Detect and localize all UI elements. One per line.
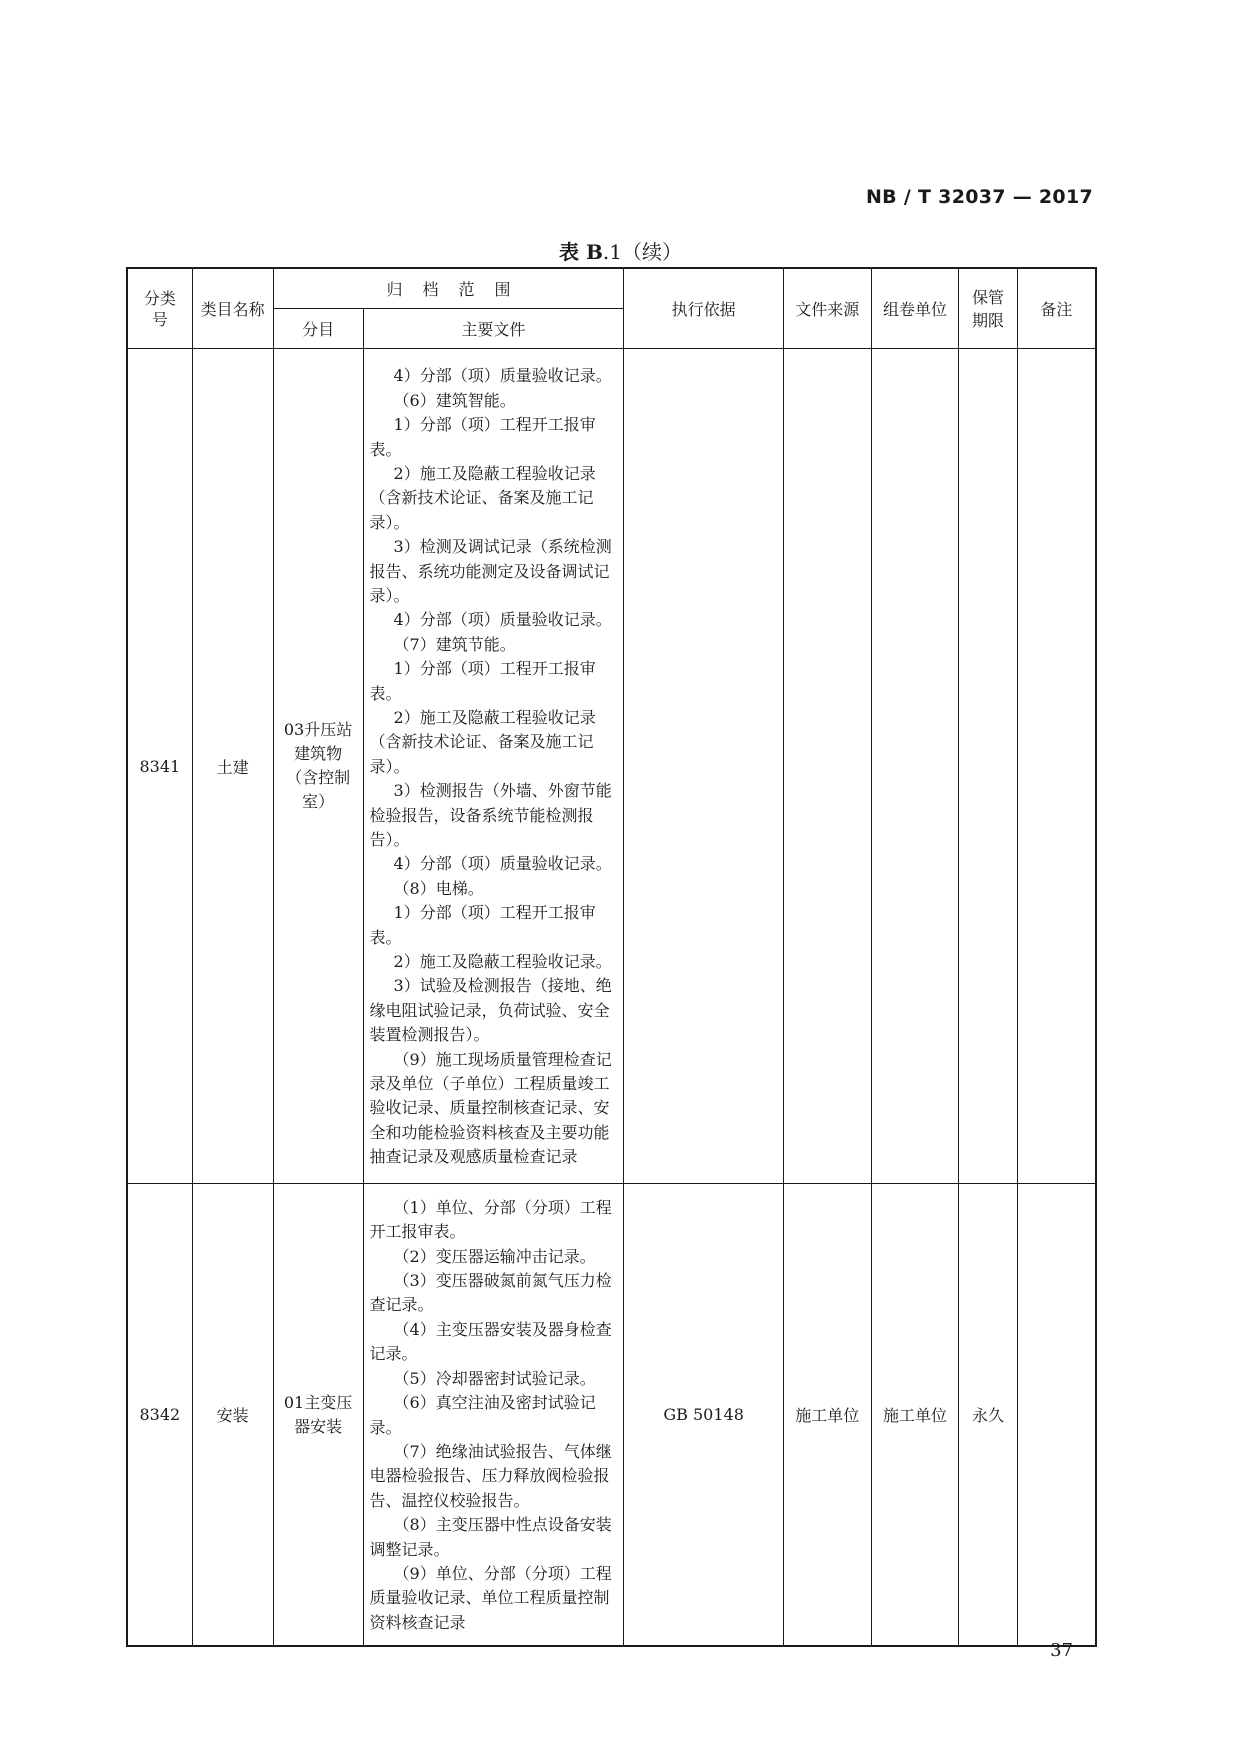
header-row <box>127 268 1096 309</box>
doc-item: 4）分部（项）质量验收记录。 <box>393 610 612 630</box>
table-title <box>0 236 1241 265</box>
row-code: 8342 <box>127 1184 192 1647</box>
header-filing-unit: 组卷单位 <box>871 268 959 349</box>
table-title-rest: .1（续） <box>602 240 682 264</box>
header-retention-line1: 保管 <box>972 287 1005 307</box>
table-row <box>127 1184 1096 1647</box>
row-name: 土建 <box>192 349 273 1184</box>
header-doc-source: 文件来源 <box>783 268 871 349</box>
header-remarks: 备注 <box>1017 268 1096 349</box>
archive-table <box>126 267 1097 1647</box>
row-retention <box>959 349 1017 1184</box>
row-basis: GB 50148 <box>624 1184 784 1647</box>
row-source <box>783 349 871 1184</box>
doc-item: （9）施工现场质量管理检查记录及单位（子单位）工程质量竣工验收记录、质量控制核查记录、安全和功能检验资料核查及主要功能抽查记录及观感质量检查记录 <box>369 1049 612 1167</box>
row-documents <box>363 1184 624 1647</box>
doc-item: 2）施工及隐蔽工程验收记录（含新技术论证、备案及施工记录）。 <box>369 463 596 532</box>
table-title-bold: 表 B <box>559 240 603 264</box>
header-retention <box>959 268 1017 349</box>
doc-item: 4）分部（项）质量验收记录。 <box>393 854 612 874</box>
header-category-no <box>127 268 192 349</box>
doc-item: 1）分部（项）工程开工报审表。 <box>369 415 596 459</box>
doc-item: （6）建筑智能。 <box>393 390 516 410</box>
header-archive-scope: 归档范围 <box>273 268 624 309</box>
row-source: 施工单位 <box>783 1184 871 1647</box>
row-remarks <box>1017 349 1096 1184</box>
row-retention: 永久 <box>959 1184 1017 1647</box>
doc-item: （8）主变压器中性点设备安装调整记录。 <box>369 1515 612 1559</box>
standard-code: NB / T 32037 — 2017 <box>865 186 1093 208</box>
doc-item: （6）真空注油及密封试验记录。 <box>369 1393 596 1437</box>
doc-item: （8）电梯。 <box>393 878 484 898</box>
row-subcategory: 01主变压器安装 <box>273 1184 363 1647</box>
doc-item: （1）单位、分部（分项）工程开工报审表。 <box>369 1197 612 1242</box>
row-code: 8341 <box>127 349 192 1184</box>
row-documents <box>363 349 624 1184</box>
row-subcategory: 03升压站建筑物（含控制室） <box>273 349 363 1184</box>
doc-item: （7）建筑节能。 <box>393 634 516 654</box>
header-retention-line2: 期限 <box>972 310 1005 330</box>
header-basis: 执行依据 <box>624 268 784 349</box>
header-category-name: 类目名称 <box>192 268 273 349</box>
header-main-documents: 主要文件 <box>363 309 624 349</box>
doc-item: （5）冷却器密封试验记录。 <box>393 1368 596 1388</box>
doc-item: （3）变压器破氮前氮气压力检查记录。 <box>369 1271 612 1315</box>
table-row <box>127 349 1096 1184</box>
doc-item: （7）绝缘油试验报告、气体继电器检验报告、压力释放阀检验报告、温控仪校验报告。 <box>369 1441 612 1510</box>
row-unit: 施工单位 <box>871 1184 959 1647</box>
doc-item: 2）施工及隐蔽工程验收记录。 <box>393 952 612 972</box>
doc-item: 4）分部（项）质量验收记录。 <box>393 366 612 386</box>
doc-item: （2）变压器运输冲击记录。 <box>393 1246 596 1266</box>
doc-item: 1）分部（项）工程开工报审表。 <box>369 659 596 703</box>
doc-item: 1）分部（项）工程开工报审表。 <box>369 903 596 947</box>
page-number: 37 <box>1050 1640 1073 1661</box>
doc-item: 2）施工及隐蔽工程验收记录（含新技术论证、备案及施工记录）。 <box>369 707 596 776</box>
header-subcategory: 分目 <box>273 309 363 349</box>
doc-item: 3）试验及检测报告（接地、绝缘电阻试验记录，负荷试验、安全装置检测报告）。 <box>369 976 612 1045</box>
doc-item: （9）单位、分部（分项）工程质量验收记录、单位工程质量控制资料核查记录 <box>369 1563 612 1632</box>
row-name: 安装 <box>192 1184 273 1647</box>
row-basis <box>624 349 784 1184</box>
header-category-no-label: 分类号 <box>143 288 176 329</box>
row-unit <box>871 349 959 1184</box>
doc-item: 3）检测报告（外墙、外窗节能检验报告，设备系统节能检测报告）。 <box>369 781 612 850</box>
doc-item: 3）检测及调试记录（系统检测报告、系统功能测定及设备调试记录）。 <box>369 537 612 605</box>
doc-item: （4）主变压器安装及器身检查记录。 <box>369 1319 612 1364</box>
row-remarks <box>1017 1184 1096 1647</box>
